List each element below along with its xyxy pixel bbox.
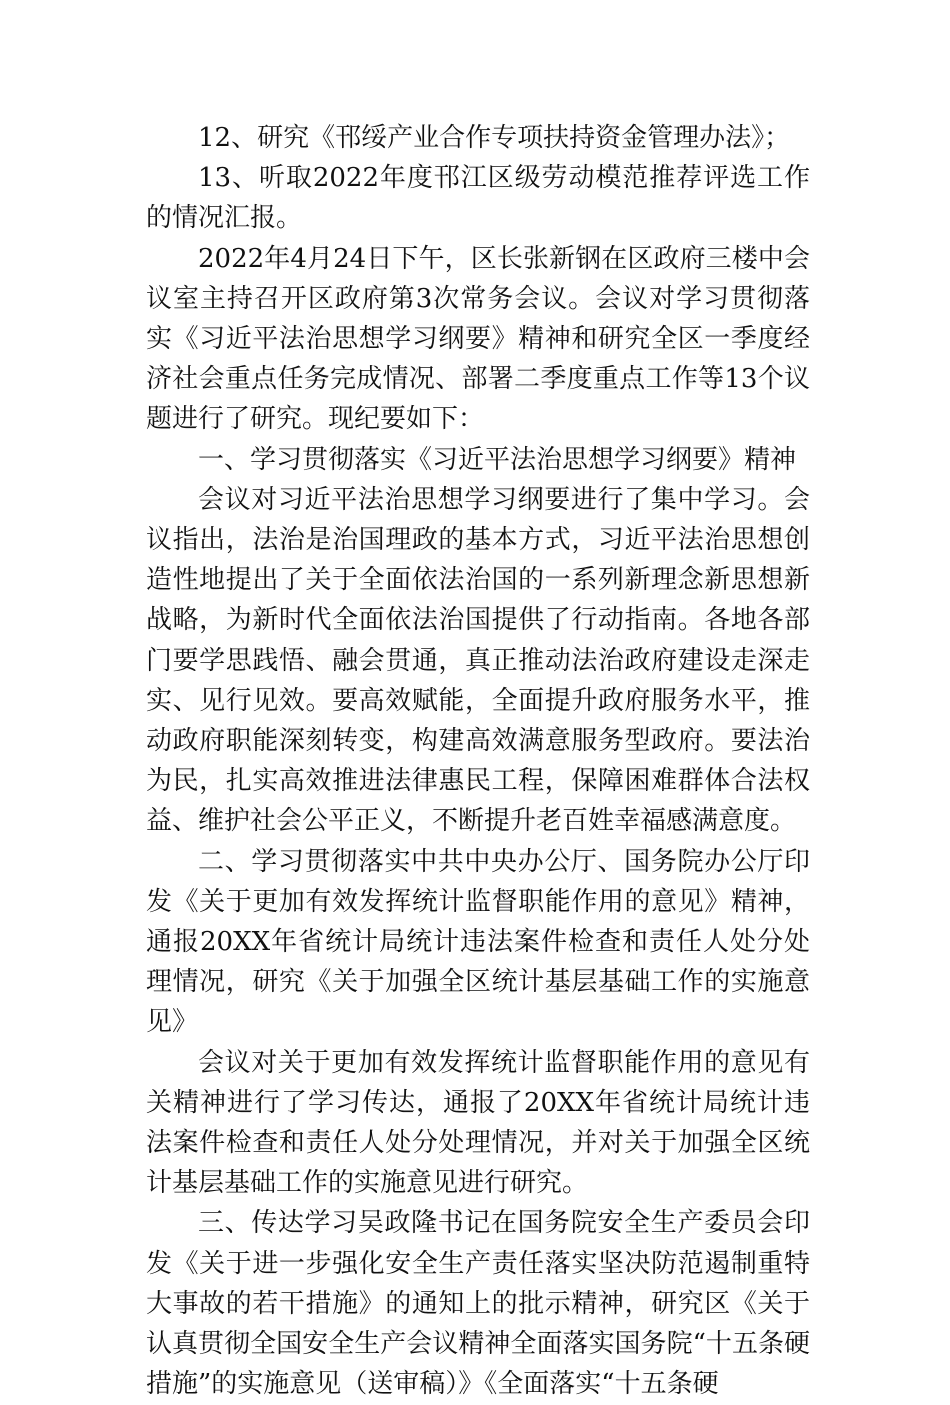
section-3-heading: 三、传达学习吴政隆书记在国务院安全生产委员会印发《关于进一步强化安全生产责任落实坚决防范遏制重特大事故的若干措施》的通知上的批示精神，研究区《关于认真贯彻全国安全生产会议精神全面落实国务院“十五条硬措施”的实施意见（送审稿）》《全面落实“十五条硬 — [146, 1208, 810, 1400]
item-13-paragraph: 13、听取2022年度邗江区级劳动模范推荐评选工作的情况汇报。 — [146, 163, 810, 234]
section-2-body: 会议对关于更加有效发挥统计监督职能作用的意见有关精神进行了学习传达，通报了20XX年省统计局统计违法案件检查和责任人处分处理情况，并对关于加强全区统计基层基础工作的实施意见进行研究。 — [146, 1047, 810, 1199]
document-body — [146, 118, 810, 1405]
section-2-heading: 二、学习贯彻落实中共中央办公厅、国务院办公厅印发《关于更加有效发挥统计监督职能作用的意见》精神，通报20XX年省统计局统计违法案件检查和责任人处分处理情况，研究《关于加强全区统计基层基础工作的实施意见》 — [146, 846, 810, 1038]
section-1-heading: 一、学习贯彻落实《习近平法治思想学习纲要》精神 — [198, 444, 797, 475]
item-12-paragraph: 12、研究《邗绥产业合作专项扶持资金管理办法》； — [198, 123, 791, 153]
meeting-intro-paragraph: 2022年4月24日下午，区长张新钢在区政府三楼中会议室主持召开区政府第3次常务会议。会议对学习贯彻落实《习近平法治思想学习纲要》精神和研究全区一季度经济社会重点任务完成情况、部署二季度重点工作等13个议题进行了研究。现纪要如下： — [146, 243, 810, 435]
section-1-body: 会议对习近平法治思想学习纲要进行了集中学习。会议指出，法治是治国理政的基本方式，习近平法治思想创造性地提出了关于全面依法治国的一系列新理念新思想新战略，为新时代全面依法治国提供了行动指南。各地各部门要学思践悟、融会贯通，真正推动法治政府建设走深走实、见行见效。要高效赋能，全面提升政府服务水平，推动政府职能深刻转变，构建高效满意服务型政府。要法治为民，扎实高效推进法律惠民工程，保障困难群体合法权益、维护社会公平正义，不断提升老百姓幸福感满意度。 — [146, 484, 810, 837]
